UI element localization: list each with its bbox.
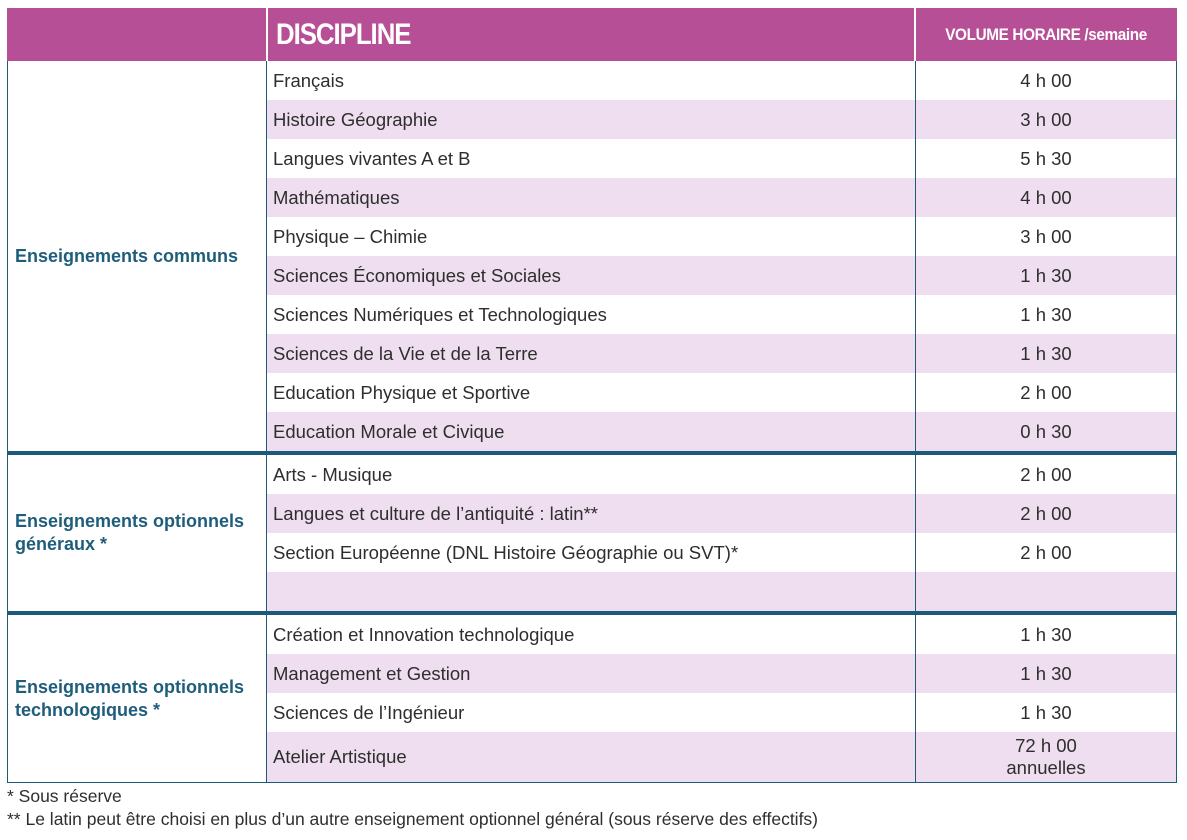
volume-cell: 1 h 30 — [1020, 662, 1072, 684]
group-optionnels-technologiques — [7, 615, 1177, 783]
discipline-cell: Histoire Géographie — [267, 100, 916, 139]
discipline-cell: Mathématiques — [267, 178, 916, 217]
discipline-cell: Arts - Musique — [267, 455, 916, 494]
table-header — [7, 8, 1177, 61]
header-discipline: DISCIPLINE — [276, 17, 411, 51]
schedule-table — [7, 8, 1177, 783]
table-row — [267, 61, 1176, 100]
table-row — [267, 732, 1176, 782]
discipline-cell: Education Physique et Sportive — [267, 373, 916, 412]
volume-cell: 3 h 00 — [1020, 108, 1072, 130]
table-row — [267, 693, 1176, 732]
discipline-cell: Français — [267, 61, 916, 100]
volume-cell: 1 h 30 — [1020, 701, 1072, 723]
group-optionnels-generaux — [7, 455, 1177, 615]
discipline-cell: Section Européenne (DNL Histoire Géographie ou SVT)* — [267, 533, 916, 572]
footnotes — [7, 785, 818, 831]
volume-cell — [916, 572, 1176, 611]
table-row — [267, 139, 1176, 178]
table-row — [267, 494, 1176, 533]
volume-cell: 1 h 30 — [1020, 623, 1072, 645]
volume-cell: 2 h 00 — [1020, 541, 1072, 563]
group-label: Enseignements communs — [8, 61, 267, 451]
footnote: * Sous réserve — [7, 786, 122, 806]
footnote: ** Le latin peut être choisi en plus d’un autre enseignement optionnel général (sous réserve des effectifs) — [7, 809, 819, 829]
table-row — [267, 412, 1176, 451]
header-volume-cell — [916, 8, 1177, 61]
table-row — [267, 533, 1176, 572]
volume-cell: 1 h 30 — [1020, 264, 1072, 286]
volume-cell: 2 h 00 — [1020, 502, 1072, 524]
header-empty-cell — [7, 8, 268, 61]
discipline-cell: Management et Gestion — [267, 654, 916, 693]
discipline-cell: Education Morale et Civique — [267, 412, 916, 451]
volume-cell: 2 h 00 — [1020, 463, 1072, 485]
discipline-cell: Sciences de l’Ingénieur — [267, 693, 916, 732]
table-row — [267, 217, 1176, 256]
discipline-cell: Langues vivantes A et B — [267, 139, 916, 178]
discipline-cell: Sciences Économiques et Sociales — [267, 256, 916, 295]
discipline-cell: Sciences Numériques et Technologiques — [267, 295, 916, 334]
group-communs — [7, 61, 1177, 455]
volume-cell: 4 h 00 — [1020, 186, 1072, 208]
volume-cell: 3 h 00 — [1020, 225, 1072, 247]
table-row — [267, 178, 1176, 217]
volume-cell: 1 h 30 — [1020, 303, 1072, 325]
header-volume: VOLUME HORAIRE /semaine — [945, 24, 1148, 44]
volume-cell: 5 h 30 — [1020, 147, 1072, 169]
table-row — [267, 100, 1176, 139]
group-label: Enseignements optionnels généraux * — [8, 455, 267, 611]
table-row — [267, 256, 1176, 295]
volume-cell: 2 h 00 — [1020, 381, 1072, 403]
table-row — [267, 572, 1176, 611]
group-label: Enseignements optionnels technologiques * — [8, 615, 267, 782]
table-row — [267, 295, 1176, 334]
discipline-cell: Physique – Chimie — [267, 217, 916, 256]
volume-cell: 72 h 00 annuelles — [1006, 735, 1086, 778]
discipline-cell — [267, 572, 916, 611]
volume-cell: 0 h 30 — [1020, 420, 1072, 442]
discipline-cell: Sciences de la Vie et de la Terre — [267, 334, 916, 373]
table-row — [267, 615, 1176, 654]
table-row — [267, 455, 1176, 494]
header-discipline-cell — [268, 8, 916, 61]
discipline-cell: Création et Innovation technologique — [267, 615, 916, 654]
volume-cell: 1 h 30 — [1020, 342, 1072, 364]
table-row — [267, 373, 1176, 412]
discipline-cell: Atelier Artistique — [267, 732, 916, 782]
table-row — [267, 334, 1176, 373]
discipline-cell: Langues et culture de l’antiquité : latin** — [267, 494, 916, 533]
table-row — [267, 654, 1176, 693]
volume-cell: 4 h 00 — [1020, 69, 1072, 91]
